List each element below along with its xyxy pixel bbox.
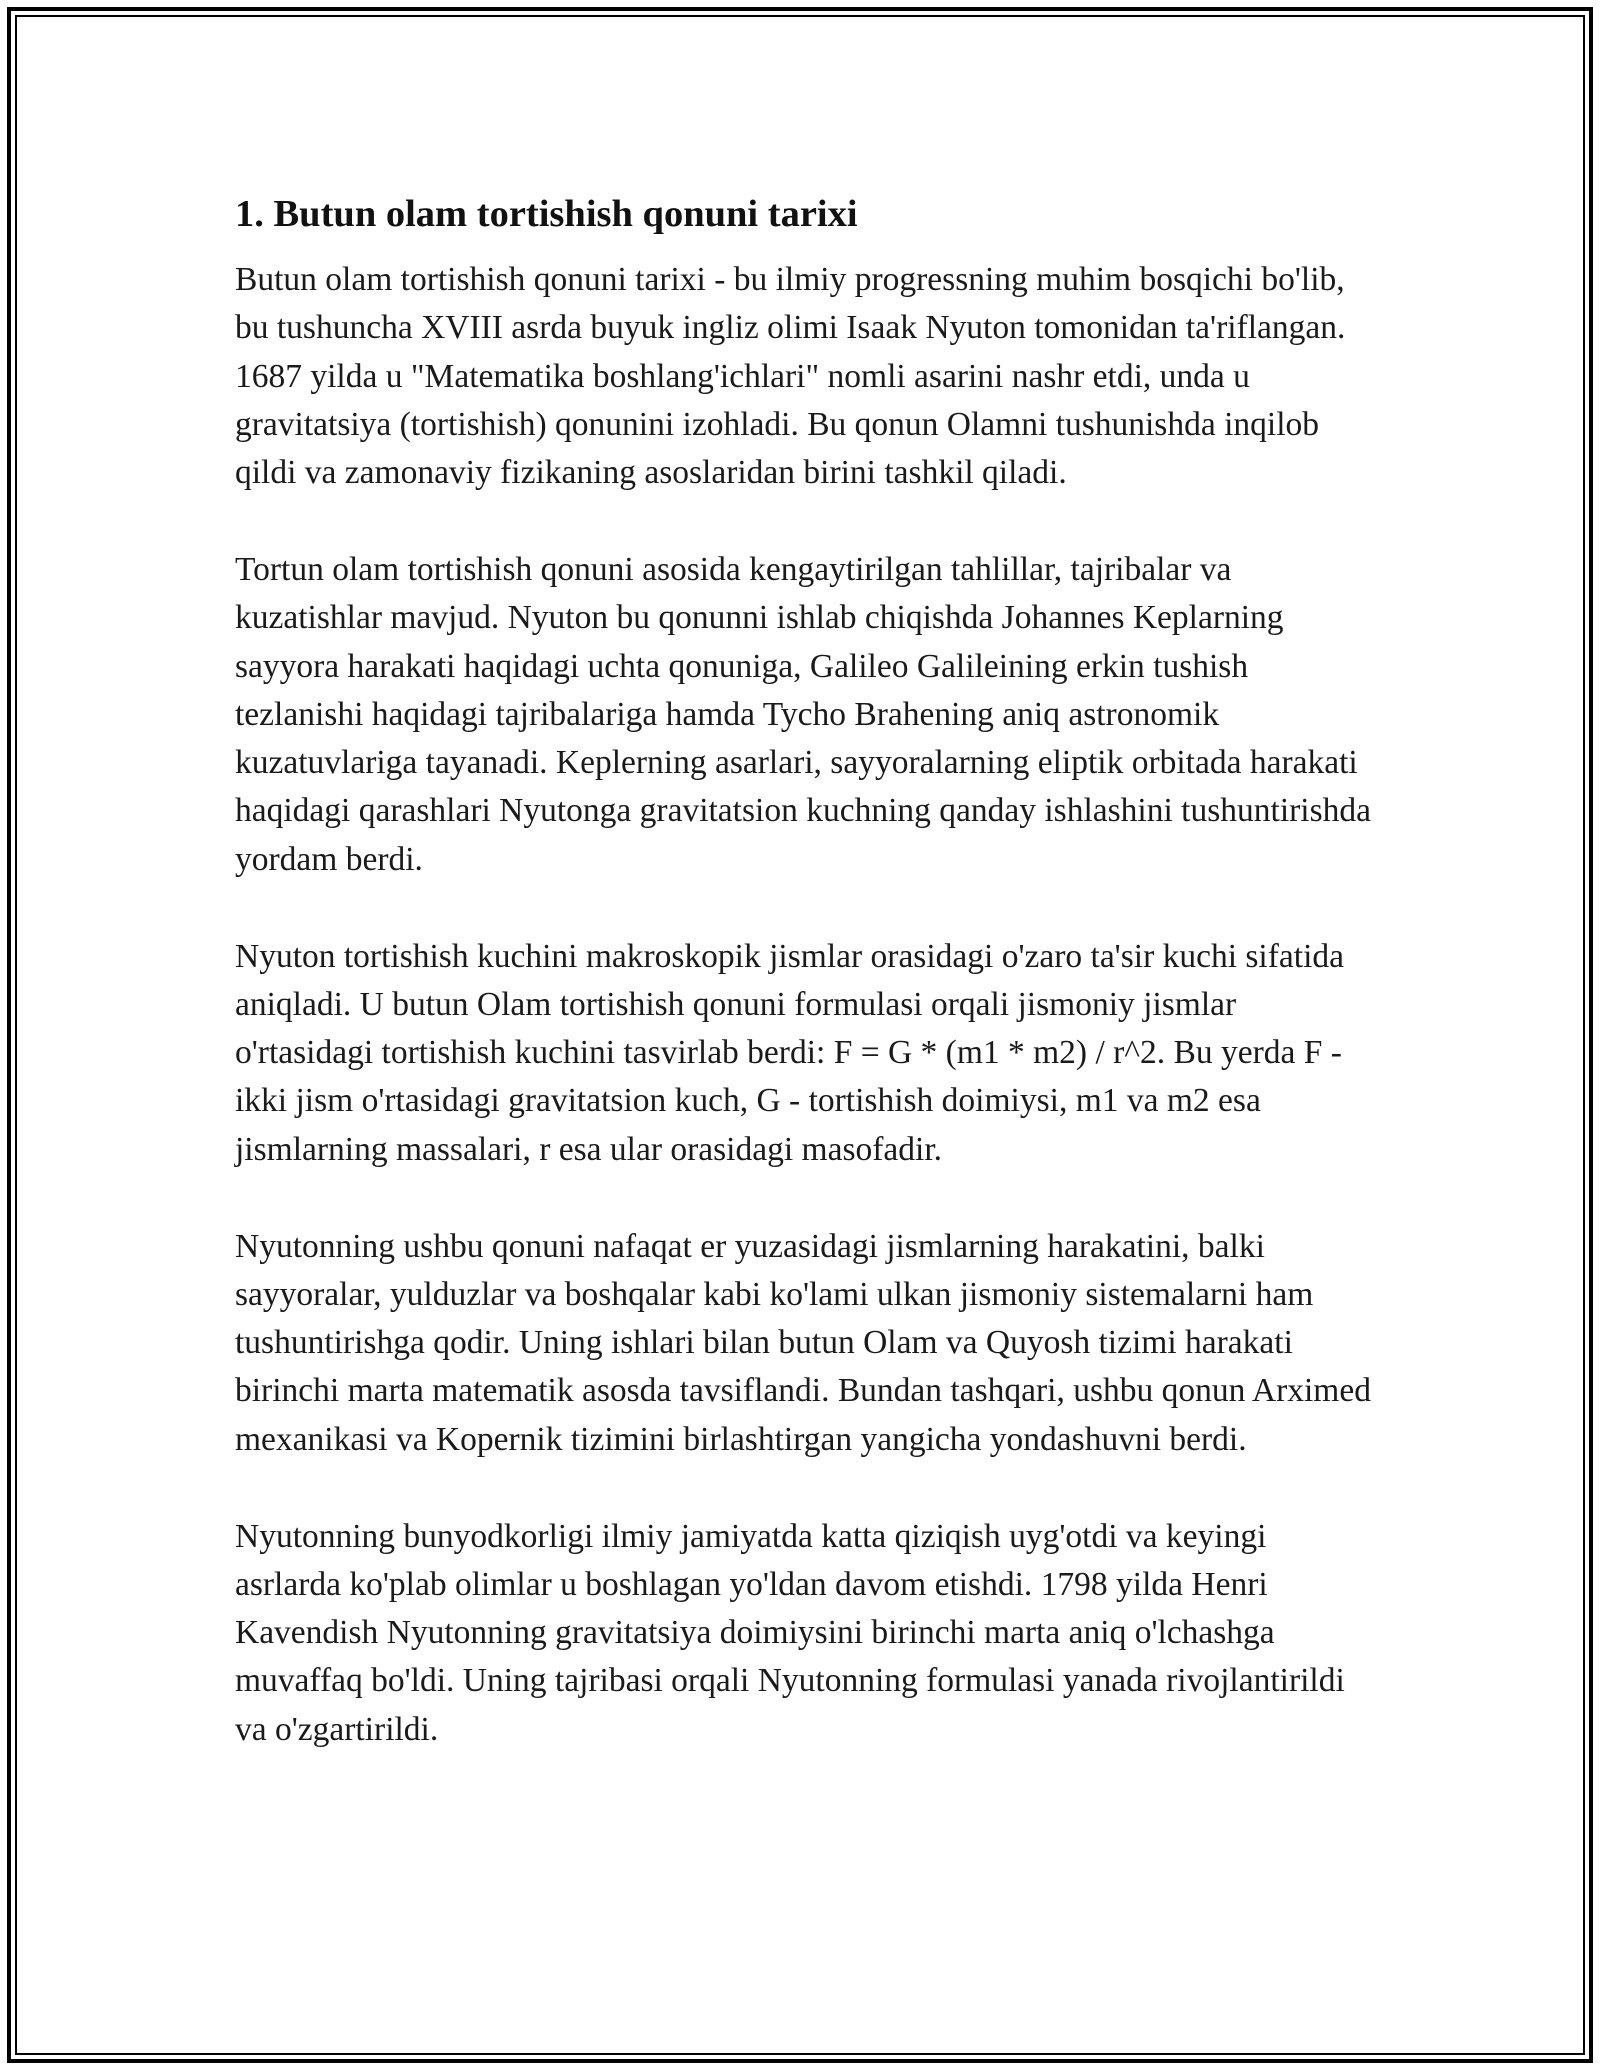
paragraph-3: Nyuton tortishish kuchini makroskopik jismlar orasidagi o'zaro ta'sir kuchi sifatida aniqladi. U butun Olam tortishish qonuni formulasi orqali jismoniy jismlar o'rtasidagi tortishish kuchini tasvirlab berdi: F = G * (m1 * m2) / r^2. Bu yerda F - ikki jism o'rtasidagi gravitatsion kuch, G - tortishish doimiysi, m1 va m2 esa jismlarning massalari, r esa ular orasidagi masofadir. [235,937,1345,1168]
paragraph-1: Butun olam tortishish qonuni tarixi - bu ilmiy progressning muhim bosqichi bo'lib, bu tushuncha XVIII asrda buyuk ingliz olimi Isaak Nyuton tomonidan ta'riflangan. 1687 yilda u "Matematika boshlang'ichlari" nomli asarini nashr etdi, unda u gravitatsiya (tortishish) qonunini izohladi. Bu qonun Olamni tushunishda inqilob qildi va zamonaviy fizikaning asoslaridan birini tashkil qiladi. [235,261,1346,492]
paragraph-2: Tortun olam tortishish qonuni asosida kengaytirilgan tahlillar, tajribalar va kuzatishlar mavjud. Nyuton bu qonunni ishlab chiqishda Johannes Keplarning sayyora harakati haqidagi uchta qonuniga, Galileo Galileining erkin tushish tezlanishi haqidagi tajribalariga hamda Tycho Brahening aniq astronomik kuzatuvlariga tayanadi. Keplerning asarlari, sayyoralarning eliptik orbitada harakati haqidagi qarashlari Nyutonga gravitatsion kuchning qanday ishlashini tushuntirishda yordam berdi. [235,550,1371,878]
paragraph-5: Nyutonning bunyodkorligi ilmiy jamiyatda katta qiziqish uyg'otdi va keyingi asrlarda ko'plab olimlar u boshlagan yo'ldan davom etishdi. 1798 yilda Henri Kavendish Nyutonning gravitatsiya doimiysini birinchi marta aniq o'lchashga muvaffaq bo'ldi. Uning tajribasi orqali Nyutonning formulasi yanada rivojlantirildi va o'zgartirildi. [235,1517,1345,1748]
section-heading: 1. Butun olam tortishish qonuni tarixi [235,193,858,235]
paragraph-4: Nyutonning ushbu qonuni nafaqat er yuzasidagi jismlarning harakatini, balki sayyoralar, yulduzlar va boshqalar kabi ko'lami ulkan jismoniy sistemalarni ham tushuntirishga qodir. Uning ishlari bilan butun Olam va Quyosh tizimi harakati birinchi marta matematik asosda tavsiflandi. Bundan tashqari, ushbu qonun Arximed mexanikasi va Kopernik tizimini birlashtirgan yangicha yondashuvni berdi. [235,1227,1371,1458]
document-body [235,185,1380,1803]
